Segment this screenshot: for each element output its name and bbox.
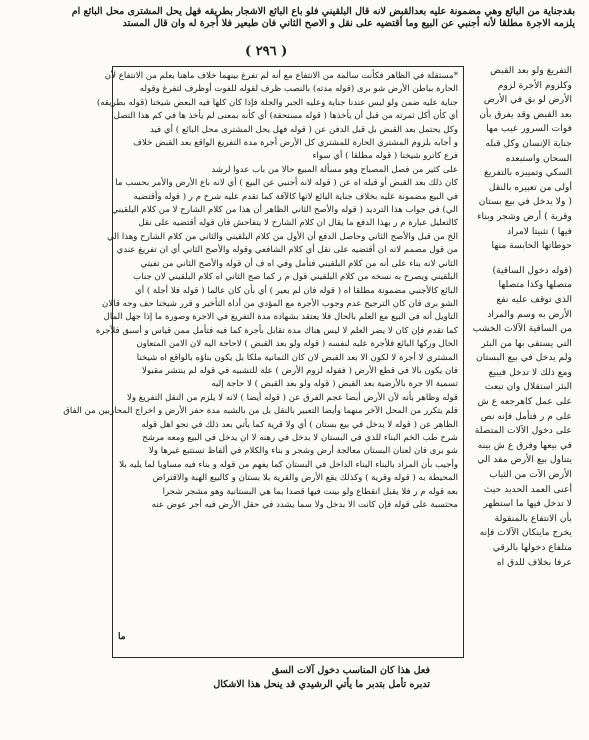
margin-text-line: الذي توقف عليه نفع	[496, 293, 572, 305]
main-text-line: فان يكون بالا في قطع الأرض ( فقوله لزوم الأرض ) علة للتشبيه في قوله لم ينتشر مقبولا	[142, 365, 458, 376]
margin-text-line: السكي وتمييزه بالتفريغ	[484, 167, 572, 179]
main-text-line: في البيع مضمونة عليه بخلاف جناية البائع لانها كالآفة كما تقدم عليه شرح م ر ( قوله وأقتضيه	[133, 191, 458, 202]
margin-text-line: حوطاتها الحابسة منها	[491, 240, 572, 252]
main-text-line: الثاني لانه بناء على أنه من كلام البلقيني فتأمل وفي اه ف أن قوله والأصح الثاني من تفيتي	[140, 258, 458, 269]
margin-text-line: في بيعها وفرق ع ش بينه	[477, 439, 572, 451]
main-text-line: الظاهر عن ( قوله لا يدخل في بيع بستان ) أي ولا قرية كما يأتي بعد ذلك في نحو اهل قوله	[141, 419, 458, 430]
main-text-line: تسمية الا جرة بالأرضية بعد القبض ( قوله ولو بعد القبض ) لا حاجة إليه	[211, 379, 458, 390]
margin-text-line: على م ر فتأمل فإنه نص	[480, 410, 572, 422]
margin-text-line: السحان واستبعده	[505, 152, 572, 164]
main-text-line: البائع كالأجنبي مضمونة مطلقا اه ( قوله فان لم يعير ) أي بأن كان عالما ( قوله فلا أجلة ) أي	[134, 285, 458, 296]
margin-text-line: الأرض لو بق في الأرض	[483, 94, 572, 106]
main-text-line: بعه قوله م ر فلا يقبل انقطاع ولو بينت فيها قصدا بما هي البستانية وهو مشجر شجرا	[162, 486, 458, 497]
main-text-line: التاويل أنه في البيع مع العلم بالحال فلا يعتقد بشهادة مدة التفريغ في الاجرة وصورة ما إذا جهل المال	[103, 312, 458, 323]
main-text-line: فلم يتكرر من المحل الآخر منهما وأيضا التعبير بالنقل بل من بالشبه مدة حفر الأرض و اخراج المحاربين من الفاق	[63, 406, 458, 417]
margin-text-line: على دخول الآلات المتصلة	[474, 425, 572, 437]
margin-text-line: فوات السرور عيب مها	[486, 123, 572, 135]
margin-text-line: أعنى العمد الحديد حيث	[483, 483, 572, 495]
margin-text-line: الأرض الآت من الثياب	[489, 469, 572, 481]
footer-text	[130, 664, 430, 692]
main-text-line: أي كأن أكل ثمرته من قبل أن يأخذها ( قوله مستحقة) أي كأنه بمعنى لم يأخذ ها في كم هذا التصل	[113, 111, 458, 122]
margin-text-line: بعد القبض وقد يفرق بأن	[479, 108, 572, 120]
main-text-line: فرع كاترو شيخنا ( قوله مطلقا ) أي سواء	[312, 151, 458, 162]
header-line-2: يلزمه الاجرة مطلقا لأنه أجنبي عن البيع وما أقتضيه على نقل و الاصح الثاني فان طبعير فلا أجرة له وان قال المستد	[122, 18, 575, 29]
main-text-line: شرح طب الخم البناء للذي في البستان لا بدخل في رهنه لا ان يدخل في البيع ومعه مرشح	[142, 432, 458, 443]
main-text-line: من قول مصمم لانه ان أقتضيه على نقل أي كلام الشافعي وقوله والأصح الثاني أي ان تفريغ عندي	[116, 245, 458, 256]
margin-text-line	[472, 254, 572, 264]
margin-text-line: (قوله دخول الساقية)	[492, 264, 572, 276]
margin-text-line: متصلها وكذا متصلها	[498, 279, 572, 291]
main-text-line: الي) في جواب هذا الترديد ( قوله والأصح الثاني الظاهر أن هذا من كلام الشارح لا من كلام البلقيني	[111, 205, 458, 216]
margin-text-line: أولى من تعبيره بالنقل	[488, 181, 572, 193]
margin-text-line: الأرض به وسم والمراد	[487, 308, 572, 320]
main-text-line: الحال وركها البائع فلأجرة عليه لنفسه ( قوله ولو بعد القبض ) لاحاجة اليه لان الامن المتعاون	[136, 339, 458, 350]
main-text-line: جناية عليه ضمن ولو ليس عندنا جناية وعليه الجبر والجلة فإذا كان كلها فيه البعض شيخنا (قوله بطريقه)	[96, 97, 458, 108]
margin-text-line: على عمل كاهرجعه ع ش	[477, 396, 572, 408]
main-text-line: و أجابه بلزوم المشتري الحارة للمشتري كل الأرض أجرة مدة التفريغ الواقع بعد القبض خلاف	[133, 138, 458, 149]
margin-text-line: ومع ذلك لا تدخل فيبيع	[488, 366, 572, 378]
main-text-line: على كثير من فصل المصباح وهو مسألة المبيع حالا من باب عدوا لرشد	[211, 164, 458, 175]
main-commentary-column	[63, 70, 458, 652]
main-text-line: قوله وظاهر بأنه لأن الأرض أبضا عجم الفرق عن ( قوله أيضا ) لانه لا يلزم من النقل التفريغ ولا	[126, 392, 458, 403]
header-text	[24, 6, 575, 30]
main-text-line: *مستقلة في الظاهر فكأنت سالمة من الانتفاع مع أنه لم تفرغ بينهما خلاف ماهنا بعلم من الانتفاع لأن	[104, 71, 458, 81]
main-text-line: شو برى فان لعنان البستان معالجة أرض وشجر و بناء والكلام في ألفاظ تستتبع غيرها ولا	[148, 446, 458, 457]
margin-text-column	[472, 64, 572, 664]
main-text-line: كالتعليل عبارة م ر بهذا الدفع ما يقال ان كلام الشارح لا يتفاحش فان قوله أقتضيه على نقل	[138, 218, 458, 229]
margin-text-line: لا تدخل فيها ما استظهر	[483, 498, 572, 510]
main-text-line: المشتري لا أجرة لا لكون الا بعد القبض لان كان التمانية ملكا بل يكون بناؤه بالواقع اه شيخنا	[136, 352, 458, 363]
margin-text-line: البئر استقلال وان تبعت	[484, 381, 572, 393]
margin-text-line: ( ولا يدخل في بيع بستان	[478, 196, 572, 208]
corner-mark: ما	[118, 632, 126, 642]
margin-text-line: التي يستقى بها من البئر	[481, 337, 572, 349]
page-number: ( ٢٩٦ )	[245, 44, 287, 59]
main-text-line: وكل يحتمل بعد القبض بل قبل الدفن عن ( قوله فهل يحل المشترى محل البائع ) أي فيد	[149, 124, 458, 135]
main-text-line: الخ من قبل والأصح الثاني وحاصل الدفع أن الأول من كلام البلقيني والثاني من كلام الشارح وهذا الي	[106, 231, 458, 242]
main-text-line: البلقيني ويصرح به نسخه من كلام البلقيني قول م ر كما صح الثاني اه كلام البلقيني لان جناب	[133, 272, 458, 283]
main-text-line: الشو برى فان كان الترجيح عدم وجوب الأجرة مع المؤدي من أداة التأخير و قرر شيخنا حف وجه قالان	[102, 298, 458, 309]
margin-text-line: عرفا بخلاف للدق اه	[496, 556, 572, 568]
margin-text-line: وقرية ) أرض وشجر وبناء	[477, 210, 572, 222]
main-text-line: الحارة بباطن الأرض شو برى (قوله مدته) بالنصب ظرف لقوله للفوت أوظرف لتفرغ وقوله	[139, 84, 458, 95]
footer-line-2: تدبره تأمل بتدبر ما يأتي الرشيدي قد ينحل هذا الاشكال	[213, 679, 430, 690]
footer-line-1: فعل هذا كان المناسب دخول آلات السق	[271, 665, 430, 676]
main-text-line: كان ذلك بعد القبض أو قبله اه عن ( قوله لانه أجنبي عن البيع ) أي لانه باع الأرض والأمر بحسب ما	[115, 178, 458, 189]
main-text-line: محتسبة على قوله فإن كانت الا بدخل ولا سما يشدد في حقل الأرض فيه أجر عوض عنه	[151, 500, 458, 510]
margin-text-line: وكلزوم الأجرة لزوم	[497, 79, 572, 91]
margin-text-line: بأن الانتفاع بالمنقولة	[494, 512, 572, 524]
margin-text-line: متلفاع دخولها بالرقي	[492, 542, 572, 553]
main-text-line: وأجيب بأن المراد بالبناء البناء الداخل في البستان كما يفهم من قوله و بناء فيه مساويا لما يليه بلا	[119, 459, 458, 470]
margin-text-line: جناية الإنسان وكل قبله	[485, 137, 572, 149]
margin-text-line: فيها ) تثبيتا لامراد	[507, 225, 572, 237]
margin-text-line: يتناول بيع الأرض مقد الي	[477, 454, 572, 466]
main-text-line: المحيطة به ( قوله وقرية ) وكذلك يقع الأرض والقرية بلا بستان و كالبيع الهبة والاقتراض	[152, 473, 458, 484]
margin-text-line: من الساقية الآلات الخشب	[472, 323, 572, 335]
margin-text-line: ولم يدخل في بيع البستان	[476, 352, 572, 364]
main-text-line: كما تقدم فإن كان لا يضر العلم لا ليس هناك مدة تقابل بأجرة كما فيه فتأمل ممن قياس و أسبق فلأجرة	[95, 325, 458, 336]
header-line-1: بقدجناية من البائع وهي مضمونة عليه بعدالقبض لانه قال البلقيني فلو باع البائع الاشجار بطريقه فهل يحل المشترى محل البائع ام	[71, 6, 575, 17]
margin-text-line: يخرج ماينكان الآلات فإنه	[479, 527, 572, 539]
margin-text-line: التفريغ ولو بعد القبض	[490, 65, 572, 76]
